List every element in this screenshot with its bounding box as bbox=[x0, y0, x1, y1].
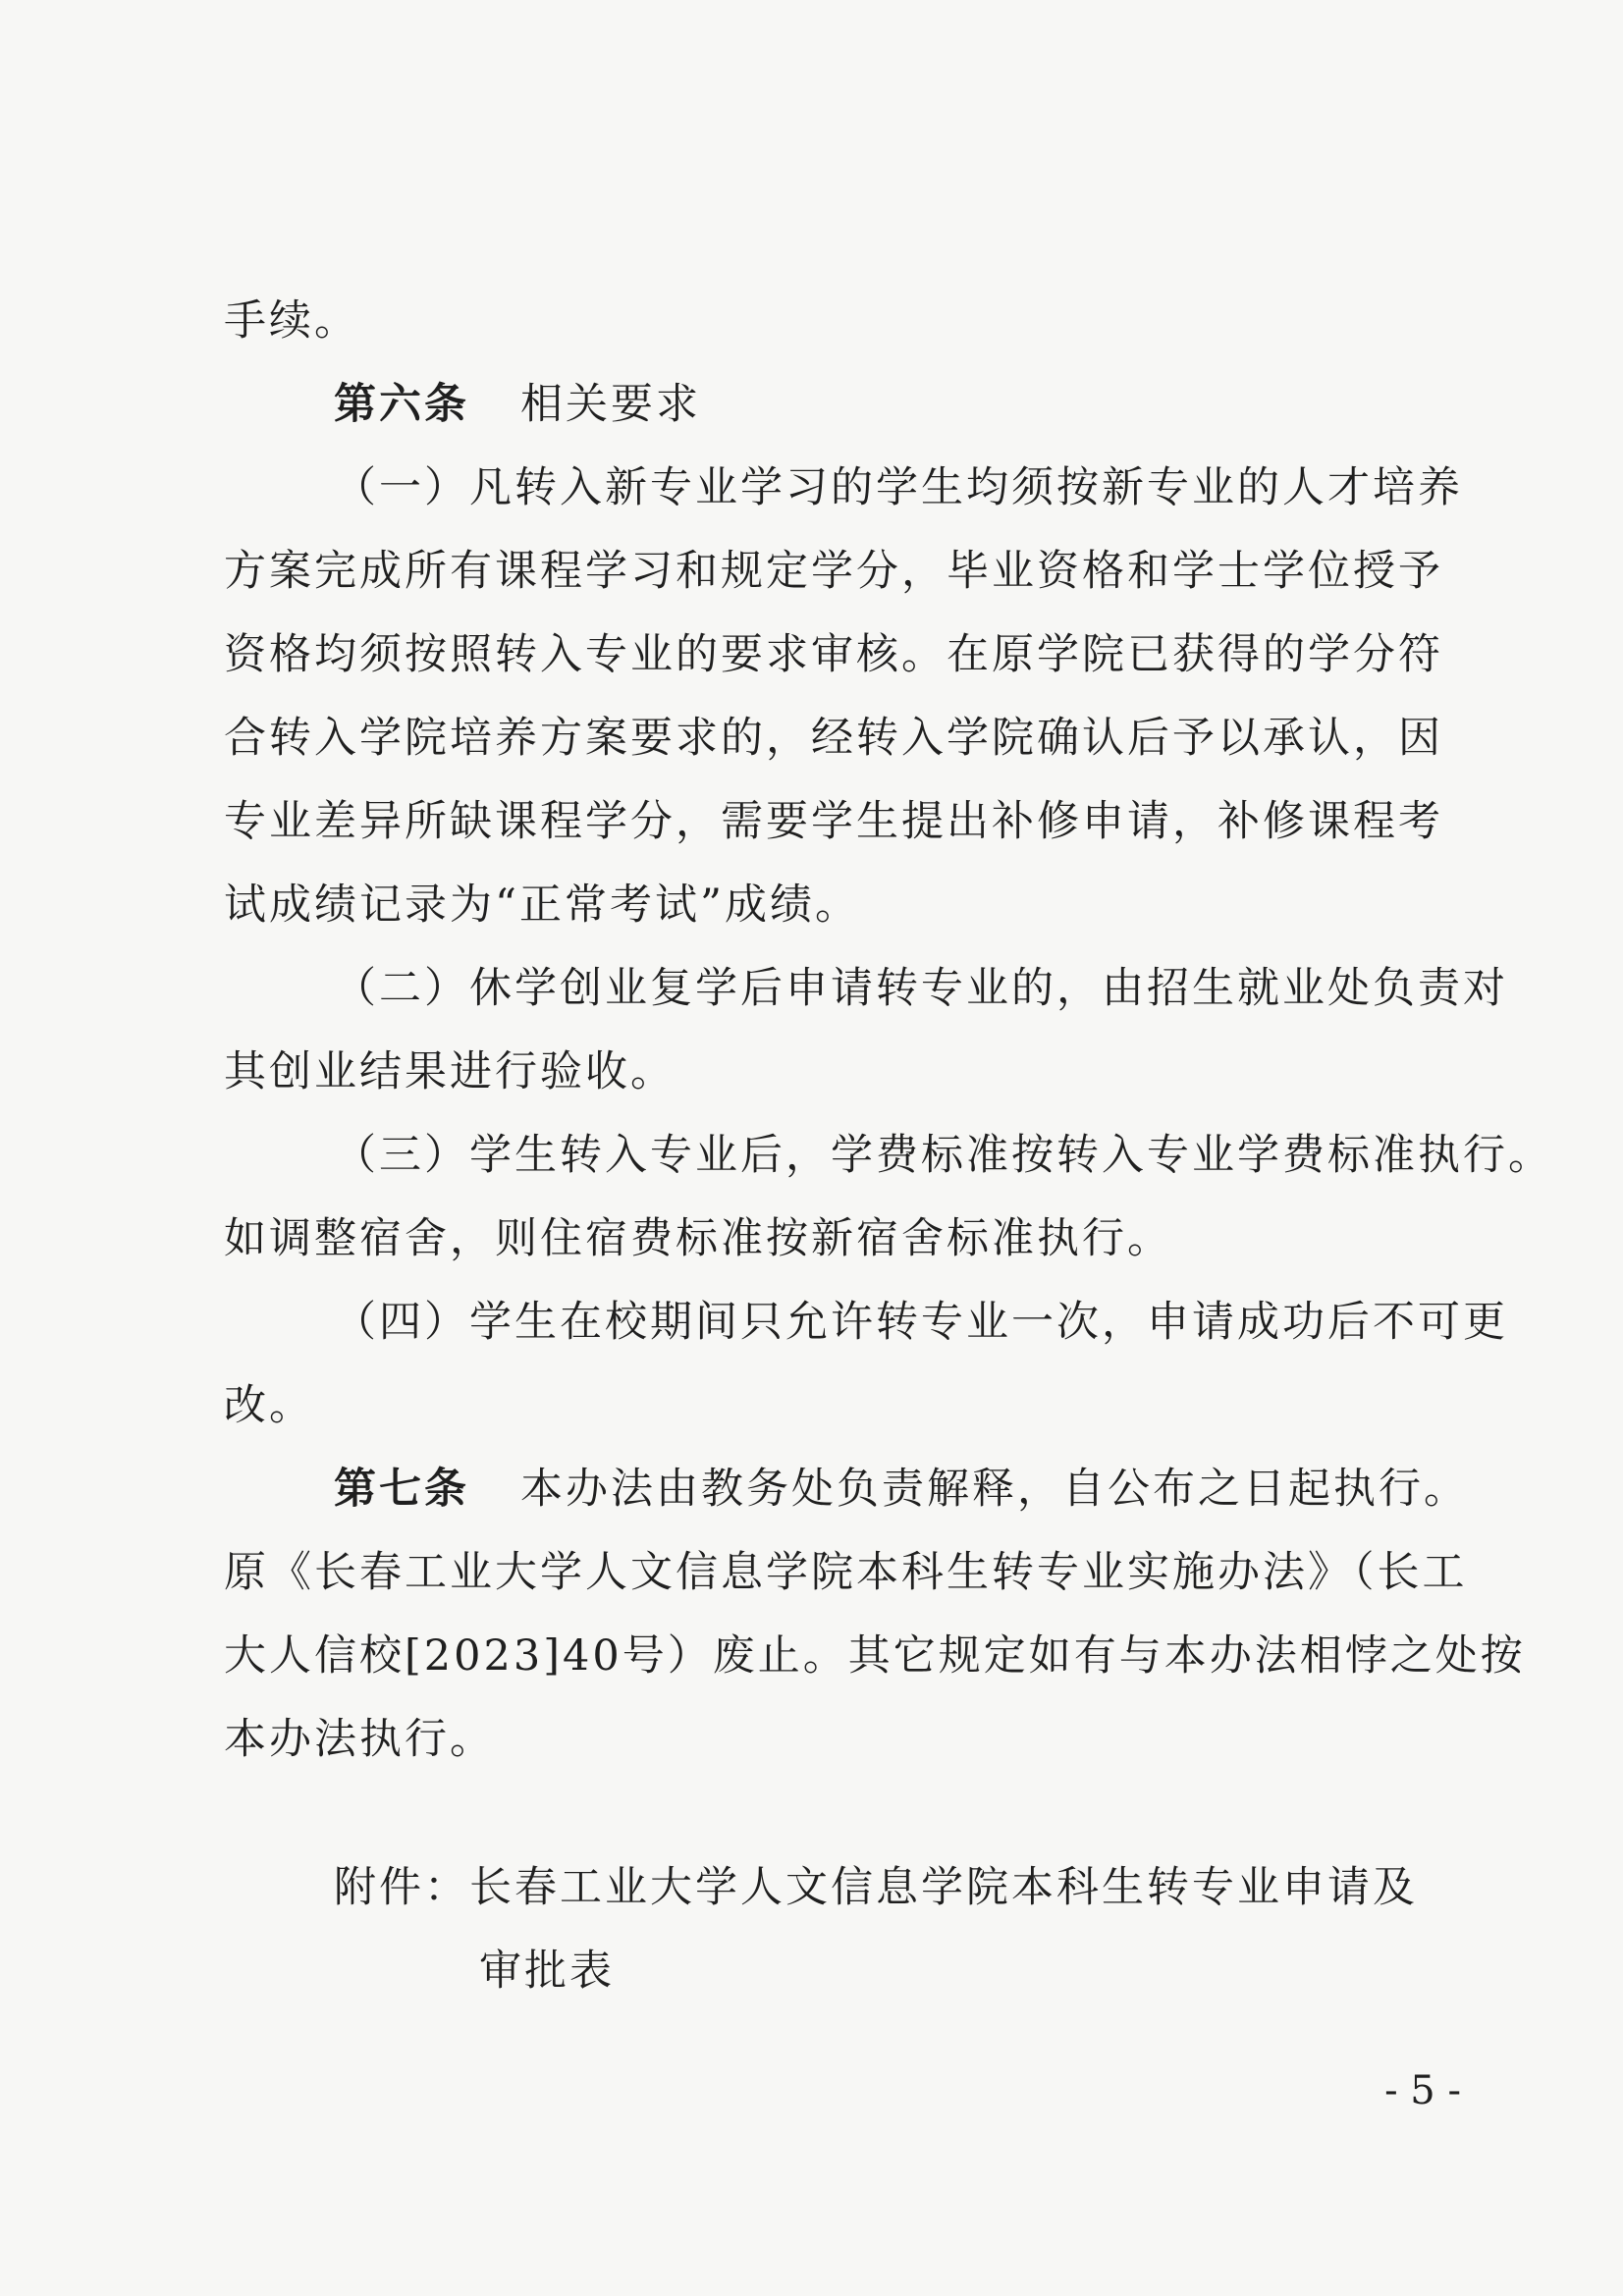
item-3-line-2: 如调整宿舍，则住宿费标准按新宿舍标准执行。 bbox=[224, 1214, 1172, 1263]
attachment-line-1 bbox=[334, 1853, 1571, 1922]
section-7-line-2: 原《长春工业大学人文信息学院本科生转专业实施办法》（长工 bbox=[224, 1548, 1468, 1597]
section-7-line-1 bbox=[334, 1455, 1571, 1523]
section-7-text: 本办法由教务处负责解释，自公布之日起执行。 bbox=[520, 1465, 1469, 1514]
item-2-line-1: （二）休学创业复学后申请转专业的，由招生就业处负责对 bbox=[334, 964, 1508, 1013]
item-3-line-1: （三）学生转入专业后，学费标准按转入专业学费标准执行。 bbox=[334, 1131, 1553, 1180]
item-1-line-4: 合转入学院培养方案要求的，经转入学院确认后予以承认，因 bbox=[224, 714, 1443, 763]
item-1-line-1: （一）凡转入新专业学习的学生均须按新专业的人才培养 bbox=[334, 463, 1463, 512]
item-4-line-1: （四）学生在校期间只允许转专业一次，申请成功后不可更 bbox=[334, 1298, 1508, 1347]
section-6-label: 第六条 bbox=[334, 380, 469, 429]
item-2-line-2: 其创业结果进行验收。 bbox=[224, 1047, 676, 1096]
item-1-line-3: 资格均须按照转入专业的要求审核。在原学院已获得的学分符 bbox=[224, 630, 1443, 679]
text-line-procedure: 手续。 bbox=[224, 296, 359, 346]
section-6-heading-line bbox=[334, 370, 1571, 439]
page-number: - 5 - bbox=[1384, 2068, 1461, 2113]
section-7-line-4: 本办法执行。 bbox=[224, 1715, 495, 1764]
item-4-line-2: 改。 bbox=[224, 1381, 314, 1430]
attachment-line-2: 审批表 bbox=[479, 1947, 615, 1996]
section-6-title: 相关要求 bbox=[520, 380, 701, 429]
attachment-title-part-1: 长春工业大学人文信息学院本科生转专业申请及 bbox=[469, 1863, 1418, 1912]
item-1-line-2: 方案完成所有课程学习和规定学分，毕业资格和学士学位授予 bbox=[224, 547, 1443, 596]
attachment-label: 附件： bbox=[334, 1863, 469, 1912]
item-1-line-5: 专业差异所缺课程学分，需要学生提出补修申请，补修课程考 bbox=[224, 797, 1443, 846]
item-1-line-6: 试成绩记录为“正常考试”成绩。 bbox=[224, 881, 860, 930]
section-7-line-3: 大人信校[2023]40号）废止。其它规定如有与本办法相悖之处按 bbox=[224, 1631, 1526, 1681]
section-7-label: 第七条 bbox=[334, 1465, 469, 1514]
